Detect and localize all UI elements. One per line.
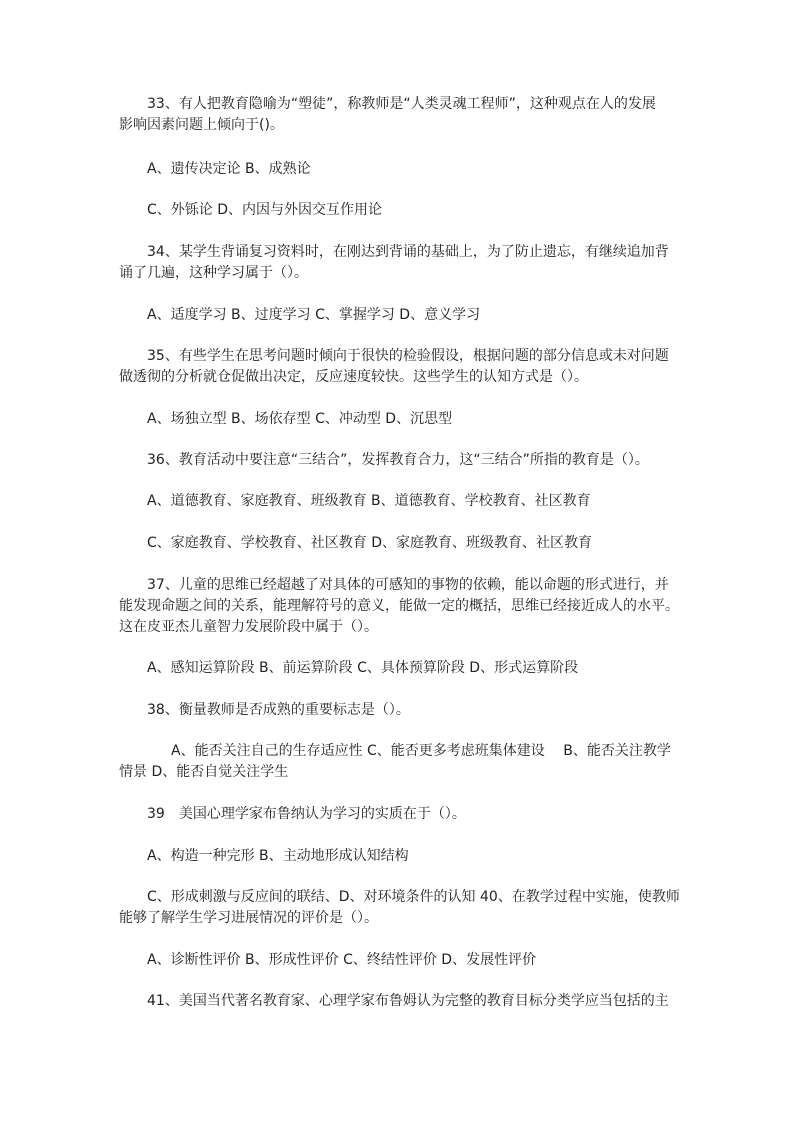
text-line: 能够了解学生学习进展情况的评价是（）。 [119,910,378,926]
text-line: 能发现命题之间的关系，能理解符号的意义，能做一定的概括，思维已经接近成人的水平。 [119,598,679,614]
text-line: 诵了几遍，这种学习属于（）。 [119,265,308,281]
text-line: A、道德教育、家庭教育、班级教育 B、道德教育、学校教育、社区教育 [147,493,591,509]
options-40 [119,950,689,971]
options-38 [119,741,689,783]
question-34 [119,242,689,284]
text-line: 35、有些学生在思考问题时倾向于很快的检验假设，根据问题的部分信息或未对问题 [147,348,669,364]
options-37 [119,658,689,679]
text-line: A、能否关注自己的生存适应性 C、能否更多考虑班集体建设 B、能否关注教学 [171,743,671,759]
text-line: C、形成刺激与反应间的联结、D、对环境条件的认知 40、在教学过程中实施，使教师 [147,889,680,905]
question-36 [119,450,689,471]
text-line: 34、某学生背诵复习资料时，在刚达到背诵的基础上，为了防止遗忘，有继续追加背 [147,244,669,260]
text-line: 39 美国心理学家布鲁纳认为学习的实质在于（）。 [147,806,466,822]
text-line: 影响因素问题上倾向于()。 [119,117,284,133]
text-line: 41、美国当代著名教育家、心理学家布鲁姆认为完整的教育目标分类学应当包括的主 [147,993,669,1009]
question-38 [119,700,689,721]
question-39 [119,804,689,825]
text-line: A、遗传决定论 B、成熟论 [147,161,311,177]
question-33 [119,94,689,136]
question-35 [119,346,689,388]
text-line: C、外铄论 D、内因与外因交互作用论 [147,202,383,218]
options-33-ab [119,159,689,180]
text-line: 情景 D、能否自觉关注学生 [119,764,289,780]
options-34 [119,305,689,326]
text-line: A、适度学习 B、过度学习 C、掌握学习 D、意义学习 [147,307,481,323]
text-line: 38、衡量教师是否成熟的重要标志是（）。 [147,702,410,718]
text-line: 36、教育活动中要注意“三结合”，发挥教育合力，这“三结合”所指的教育是（）。 [147,452,649,468]
options-36-cd [119,533,689,554]
text-line: A、构造一种完形 B、主动地形成认知结构 [147,848,409,864]
text-line: A、诊断性评价 B、形成性评价 C、终结性评价 D、发展性评价 [147,952,537,968]
text-line: 做透彻的分析就仓促做出决定，反应速度较快。这些学生的认知方式是（）。 [119,369,588,385]
question-41 [119,991,689,1012]
text-line: 这在皮亚杰儿童智力发展阶段中属于（）。 [119,619,378,635]
options-39-ab [119,846,689,867]
text-line: A、场独立型 B、场依存型 C、冲动型 D、沉思型 [147,411,453,427]
text-line: C、家庭教育、学校教育、社区教育 D、家庭教育、班级教育、社区教育 [147,535,593,551]
text-line: 33、有人把教育隐喻为“塑徒”，称教师是“人类灵魂工程师”，这种观点在人的发展 [147,96,656,112]
options-33-cd [119,200,689,221]
options-36-ab [119,491,689,512]
text-line: 37、儿童的思维已经超越了对具体的可感知的事物的依赖，能以命题的形式进行，并 [147,577,669,593]
options-39-cd-question-40 [119,887,689,929]
options-35 [119,409,689,430]
question-37 [119,575,689,638]
text-line: A、感知运算阶段 B、前运算阶段 C、具体预算阶段 D、形式运算阶段 [147,660,579,676]
